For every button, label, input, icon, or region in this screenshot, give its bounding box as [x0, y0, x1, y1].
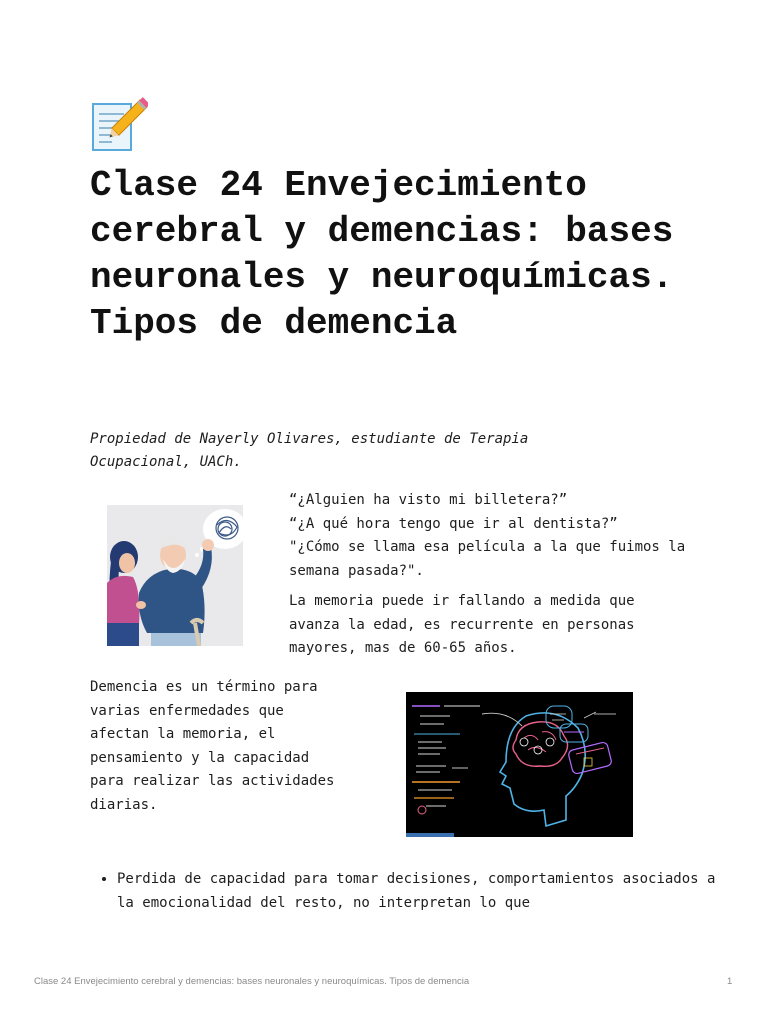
dementia-blackboard-diagram-image: [406, 692, 633, 837]
quotes-block: [289, 489, 689, 583]
memo-pencil-icon: [90, 97, 148, 155]
page-footer: Clase 24 Envejecimiento cerebral y demencias: bases neuronales y neuroquímicas. Tipos de demencia: [34, 976, 470, 987]
quote-line: "¿Cómo se llama esa película a la que fuimos la semana pasada?".: [289, 539, 686, 579]
list-item: • Perdida de capacidad para tomar decisiones, comportamientos asociados a la emocionalidad del resto, no interpretan lo que: [117, 868, 717, 915]
page-title: Clase 24 Envejecimiento cerebral y demencias: bases neuronales y neuroquímicas. Tipos de demencia: [90, 165, 674, 344]
dementia-definition-paragraph: Demencia es un término para varias enfermedades que afectan la memoria, el pensamiento y la capacidad para realizar las actividades diarias.: [90, 679, 335, 813]
page-number: 1: [727, 976, 733, 987]
quote-line: “¿A qué hora tengo que ir al dentista?”: [289, 515, 618, 532]
memory-paragraph: La memoria puede ir fallando a medida que avanza la edad, es recurrente en personas mayores, mas de 60-65 años.: [289, 593, 635, 656]
quote-line: “¿Alguien ha visto mi billetera?”: [289, 492, 568, 508]
author-note: Propiedad de Nayerly Olivares, estudiante de Terapia Ocupacional, UACh.: [90, 431, 529, 470]
elderly-man-confused-illustration: [107, 505, 243, 646]
bullet-list: [90, 868, 717, 915]
